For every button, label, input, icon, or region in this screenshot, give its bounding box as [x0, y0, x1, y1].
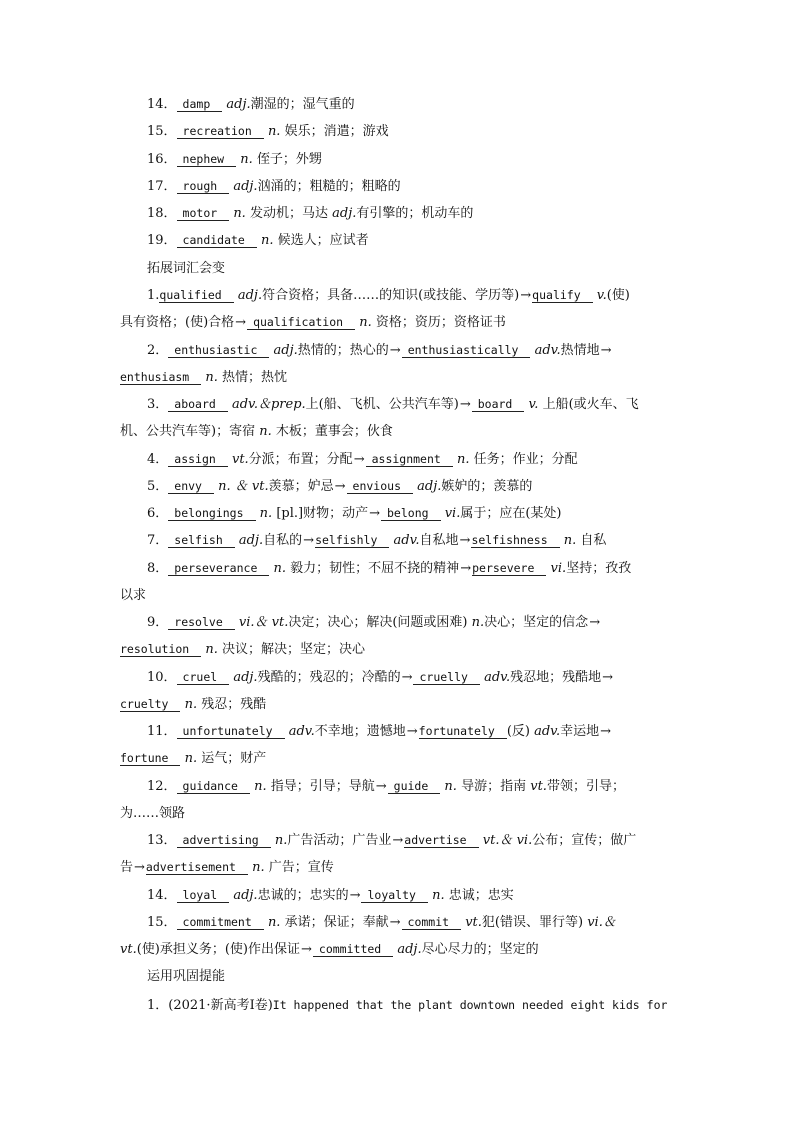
answer-blank[interactable]: belong	[381, 506, 441, 521]
answer-blank[interactable]: selfish	[168, 533, 234, 548]
answer-blank[interactable]: cruel	[177, 670, 230, 685]
answer-blank[interactable]: candidate	[177, 233, 257, 248]
section-heading-apply: 运用巩固提能	[147, 969, 226, 984]
vocab-item-19: 19． candidate n. 候选人；应试者	[147, 233, 369, 248]
answer-blank[interactable]: cruelty	[120, 697, 180, 712]
answer-blank[interactable]: selfishness	[471, 533, 559, 548]
answer-blank[interactable]: resolution	[120, 642, 201, 657]
expand-item-10-cont: cruelty n. 残忍；残酷	[120, 697, 267, 712]
expand-item-3-cont: 机、公共汽车等)；寄宿 n. 木板；董事会；伙食	[120, 424, 393, 439]
answer-blank[interactable]: rough	[177, 179, 230, 194]
exercise-item-1: 1．(2021·新高考Ⅰ卷)It happened that the plant downtown needed eight kids for	[147, 998, 668, 1013]
answer-blank[interactable]: nephew	[177, 152, 237, 167]
answer-blank[interactable]: guidance	[177, 779, 250, 794]
answer-blank[interactable]: qualification	[247, 315, 355, 330]
answer-blank[interactable]: envious	[347, 479, 413, 494]
expand-item-12: 12． guidance n. 指导；引导；导航→ guide n. 导游；指南 vt.带领；引导；	[147, 779, 625, 794]
answer-blank[interactable]: guide	[388, 779, 441, 794]
expand-item-13: 13． advertising n.广告活动；广告业→advertise vt.＆ vi.公布；宣传；做广	[147, 833, 637, 848]
answer-blank[interactable]: advertisement	[146, 860, 248, 875]
expand-item-11: 11． unfortunately adv.不幸地；遗憾地→fortunately (反) adv.幸运地→	[147, 724, 612, 739]
answer-blank[interactable]: committed	[313, 942, 393, 957]
section-heading-expand: 拓展词汇会变	[147, 261, 226, 276]
answer-blank[interactable]: commit	[402, 915, 462, 930]
answer-blank[interactable]: perseverance	[168, 561, 269, 576]
vocab-item-18: 18． motor n. 发动机；马达 adj.有引擎的；机动车的	[147, 206, 474, 221]
answer-blank[interactable]: loyal	[177, 888, 230, 903]
answer-blank[interactable]: commitment	[177, 915, 264, 930]
answer-blank[interactable]: advertising	[177, 833, 271, 848]
vocab-item-16: 16． nephew n. 侄子；外甥	[147, 152, 322, 167]
answer-blank[interactable]: resolve	[168, 615, 234, 630]
answer-blank[interactable]: damp	[177, 97, 223, 112]
expand-item-2-cont: enthusiasm n. 热情；热忱	[120, 370, 288, 385]
answer-blank[interactable]: enthusiasm	[120, 370, 201, 385]
answer-blank[interactable]: unfortunately	[177, 724, 285, 739]
expand-item-2: 2． enthusiastic adj.热情的；热心的→ enthusiastically adv.热情地→	[147, 343, 612, 358]
expand-item-12-cont: 为……领路	[120, 806, 186, 821]
expand-item-15-cont: vt.(使)承担义务；(使)作出保证→ committed adj.尽心尽力的；坚定的	[120, 942, 539, 957]
expand-item-15: 15． commitment n. 承诺；保证；奉献→ commit vt.犯(错误、罪行等) vi.＆	[147, 915, 616, 930]
expand-item-1-cont: 具有资格；(使)合格→ qualification n. 资格；资历；资格证书	[120, 315, 506, 330]
answer-blank[interactable]: advertise	[404, 833, 478, 848]
expand-item-1: 1.qualified adj.符合资格；具备……的知识(或技能、学历等)→qualify v.(使)	[147, 288, 630, 303]
vocab-item-14: 14． damp adj.潮湿的；湿气重的	[147, 97, 355, 112]
answer-blank[interactable]: loyalty	[361, 888, 427, 903]
expand-item-9-cont: resolution n. 决议；解决；坚定；决心	[120, 642, 366, 657]
expand-item-10: 10． cruel adj.残酷的；残忍的；冷酷的→ cruelly adv.残忍地；残酷地→	[147, 670, 614, 685]
expand-item-14: 14． loyal adj.忠诚的；忠实的→ loyalty n. 忠诚；忠实	[147, 888, 514, 903]
vocab-item-15: 15． recreation n. 娱乐；消遣；游戏	[147, 124, 389, 139]
expand-item-8: 8． perseverance n. 毅力；韧性；不屈不挠的精神→persevere vi.坚持；孜孜	[147, 561, 632, 576]
expand-item-7: 7． selfish adj.自私的→selfishly adv.自私地→selfishness n. 自私	[147, 533, 607, 548]
answer-blank[interactable]: qualify	[532, 288, 592, 303]
expand-item-6: 6． belongings n. [pl.]财物；动产→ belong vi.属于；应在(某处)	[147, 506, 562, 521]
answer-blank[interactable]: motor	[177, 206, 230, 221]
answer-blank[interactable]: belongings	[168, 506, 255, 521]
expand-item-5: 5． envy n. ＆ vt.羡慕；妒忌→ envious adj.嫉妒的；羡慕的	[147, 479, 533, 494]
answer-blank[interactable]: recreation	[177, 124, 264, 139]
expand-item-8-cont: 以求	[120, 588, 147, 603]
expand-item-3: 3． aboard adv.＆prep.上(船、飞机、公共汽车等)→ board v. 上船(或火车、飞	[147, 397, 639, 412]
expand-item-13-cont: 告→advertisement n. 广告；宣传	[120, 860, 334, 875]
answer-blank[interactable]: assign	[168, 452, 228, 467]
expand-item-11-cont: fortune n. 运气；财产	[120, 751, 267, 766]
answer-blank[interactable]: selfishly	[315, 533, 389, 548]
answer-blank[interactable]: persevere	[472, 561, 546, 576]
expand-item-9: 9． resolve vi.＆ vt.决定；决心；解决(问题或困难) n.决心；坚定的信念→	[147, 615, 601, 630]
answer-blank[interactable]: enthusiastically	[402, 343, 531, 358]
answer-blank[interactable]: assignment	[366, 452, 453, 467]
answer-blank[interactable]: cruelly	[413, 670, 479, 685]
answer-blank[interactable]: enthusiastic	[168, 343, 269, 358]
vocab-item-17: 17． rough adj.汹涌的；粗糙的；粗略的	[147, 179, 401, 194]
expand-item-4: 4． assign vt.分派；布置；分配→ assignment n. 任务；作业；分配	[147, 452, 578, 467]
answer-blank[interactable]: qualified	[159, 288, 233, 303]
answer-blank[interactable]: board	[472, 397, 525, 412]
answer-blank[interactable]: aboard	[168, 397, 228, 412]
answer-blank[interactable]: fortune	[120, 751, 180, 766]
answer-blank[interactable]: envy	[168, 479, 214, 494]
answer-blank[interactable]: fortunately	[419, 724, 507, 739]
